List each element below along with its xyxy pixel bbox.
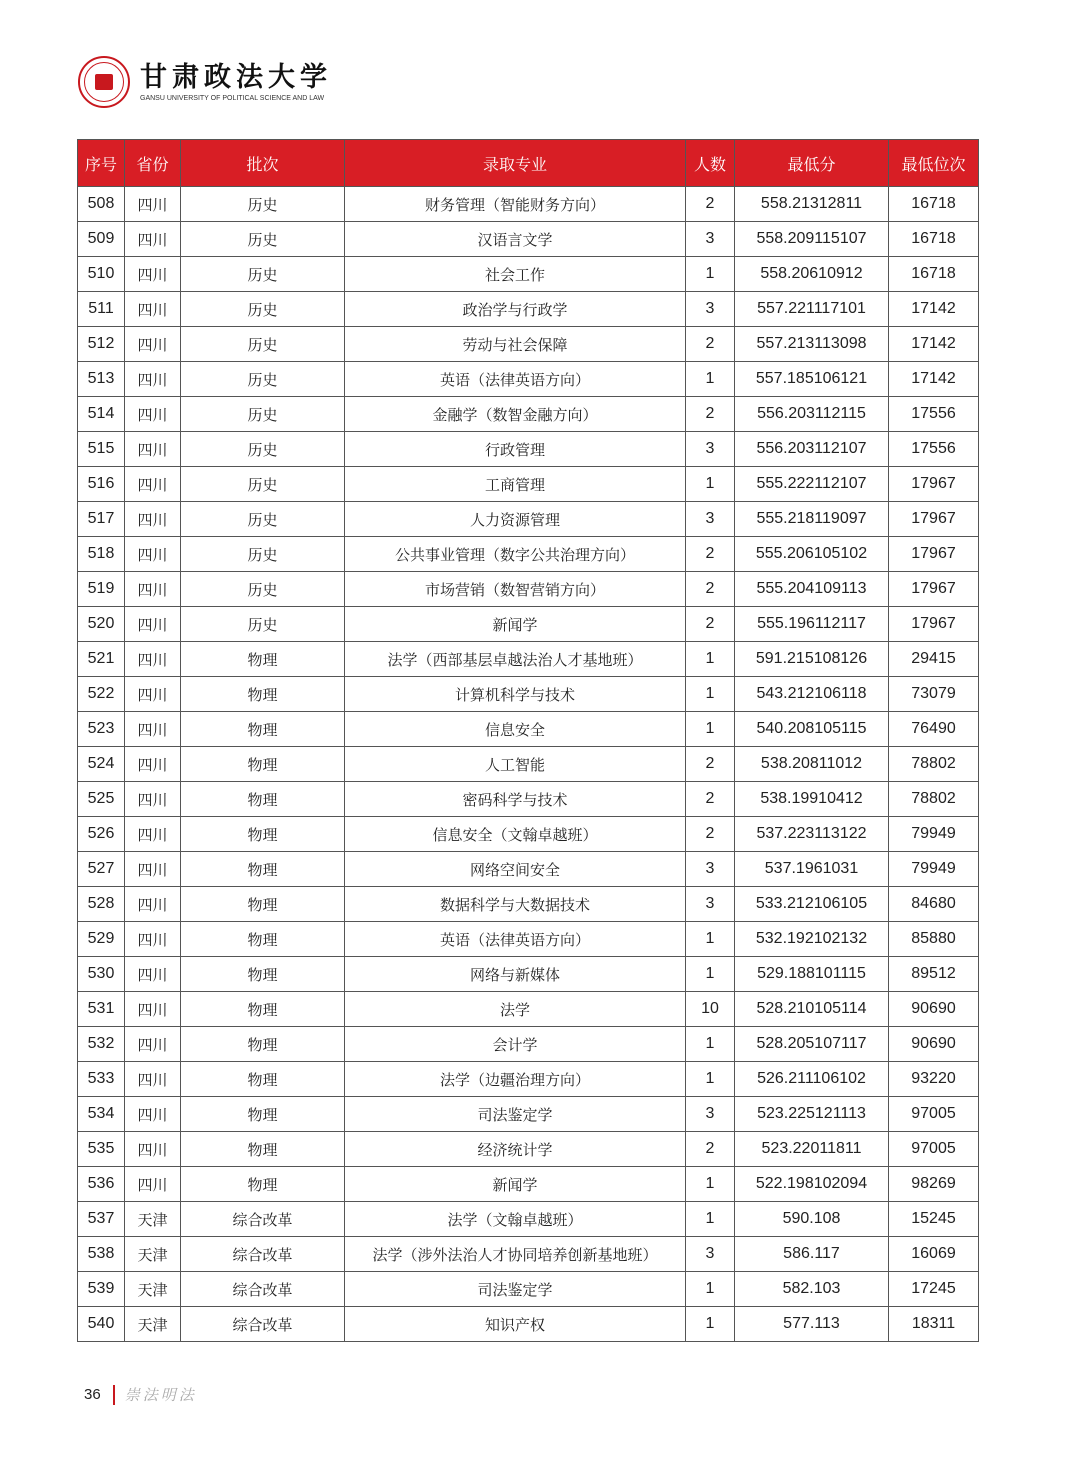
cell-major: 新闻学 <box>345 1167 686 1202</box>
cell-min-rank: 93220 <box>889 1062 979 1097</box>
cell-province: 四川 <box>125 747 181 782</box>
cell-index: 508 <box>78 187 125 222</box>
cell-province: 四川 <box>125 607 181 642</box>
cell-min-rank: 17967 <box>889 537 979 572</box>
cell-major: 人力资源管理 <box>345 502 686 537</box>
table-row <box>78 1237 979 1272</box>
table-row <box>78 1097 979 1132</box>
cell-count: 2 <box>686 607 735 642</box>
cell-index: 529 <box>78 922 125 957</box>
footer-divider <box>113 1385 115 1405</box>
cell-min-score: 523.22011811 <box>735 1132 889 1167</box>
cell-min-rank: 84680 <box>889 887 979 922</box>
cell-major: 英语（法律英语方向） <box>345 362 686 397</box>
table-row <box>78 1307 979 1342</box>
cell-index: 518 <box>78 537 125 572</box>
cell-batch: 历史 <box>181 607 345 642</box>
cell-province: 四川 <box>125 1027 181 1062</box>
cell-min-score: 528.205107117 <box>735 1027 889 1062</box>
cell-province: 四川 <box>125 327 181 362</box>
cell-batch: 历史 <box>181 292 345 327</box>
cell-major: 劳动与社会保障 <box>345 327 686 362</box>
cell-count: 1 <box>686 1062 735 1097</box>
cell-count: 1 <box>686 257 735 292</box>
table-row <box>78 922 979 957</box>
cell-index: 523 <box>78 712 125 747</box>
cell-min-score: 586.117 <box>735 1237 889 1272</box>
cell-province: 四川 <box>125 817 181 852</box>
cell-major: 会计学 <box>345 1027 686 1062</box>
cell-major: 财务管理（智能财务方向） <box>345 187 686 222</box>
cell-major: 英语（法律英语方向） <box>345 922 686 957</box>
cell-index: 525 <box>78 782 125 817</box>
cell-index: 530 <box>78 957 125 992</box>
cell-min-score: 557.221117101 <box>735 292 889 327</box>
cell-province: 四川 <box>125 572 181 607</box>
table-row <box>78 607 979 642</box>
cell-major: 法学（边疆治理方向） <box>345 1062 686 1097</box>
cell-major: 法学（文翰卓越班） <box>345 1202 686 1237</box>
cell-count: 2 <box>686 817 735 852</box>
cell-province: 四川 <box>125 257 181 292</box>
table-row <box>78 1202 979 1237</box>
cell-count: 3 <box>686 852 735 887</box>
cell-index: 528 <box>78 887 125 922</box>
cell-major: 社会工作 <box>345 257 686 292</box>
table-row <box>78 1272 979 1307</box>
cell-province: 四川 <box>125 1132 181 1167</box>
table-body <box>78 187 979 1342</box>
cell-batch: 物理 <box>181 852 345 887</box>
university-seal-icon <box>78 56 130 108</box>
cell-index: 539 <box>78 1272 125 1307</box>
cell-min-rank: 16718 <box>889 222 979 257</box>
cell-count: 2 <box>686 747 735 782</box>
cell-province: 四川 <box>125 467 181 502</box>
cell-count: 3 <box>686 502 735 537</box>
cell-min-score: 523.225121113 <box>735 1097 889 1132</box>
table-row <box>78 1167 979 1202</box>
cell-index: 532 <box>78 1027 125 1062</box>
cell-index: 517 <box>78 502 125 537</box>
cell-count: 2 <box>686 327 735 362</box>
cell-min-rank: 17142 <box>889 292 979 327</box>
column-header-min-rank: 最低位次 <box>889 140 979 187</box>
table-row <box>78 222 979 257</box>
column-header-batch: 批次 <box>181 140 345 187</box>
table-row <box>78 1132 979 1167</box>
cell-count: 1 <box>686 677 735 712</box>
table-row <box>78 677 979 712</box>
cell-min-score: 591.215108126 <box>735 642 889 677</box>
table-row <box>78 572 979 607</box>
cell-major: 汉语言文学 <box>345 222 686 257</box>
cell-count: 3 <box>686 292 735 327</box>
cell-count: 1 <box>686 362 735 397</box>
cell-count: 2 <box>686 782 735 817</box>
cell-index: 531 <box>78 992 125 1027</box>
column-header-min-score: 最低分 <box>735 140 889 187</box>
cell-batch: 历史 <box>181 222 345 257</box>
cell-province: 四川 <box>125 1062 181 1097</box>
cell-min-score: 533.212106105 <box>735 887 889 922</box>
cell-batch: 历史 <box>181 572 345 607</box>
cell-min-rank: 78802 <box>889 747 979 782</box>
cell-min-score: 529.188101115 <box>735 957 889 992</box>
cell-province: 天津 <box>125 1272 181 1307</box>
cell-major: 法学 <box>345 992 686 1027</box>
cell-batch: 物理 <box>181 887 345 922</box>
cell-major: 经济统计学 <box>345 1132 686 1167</box>
cell-min-score: 555.204109113 <box>735 572 889 607</box>
cell-min-score: 582.103 <box>735 1272 889 1307</box>
cell-min-score: 577.113 <box>735 1307 889 1342</box>
cell-index: 540 <box>78 1307 125 1342</box>
cell-min-rank: 76490 <box>889 712 979 747</box>
cell-province: 四川 <box>125 537 181 572</box>
cell-batch: 物理 <box>181 957 345 992</box>
cell-province: 四川 <box>125 502 181 537</box>
cell-major: 计算机科学与技术 <box>345 677 686 712</box>
cell-min-score: 555.196112117 <box>735 607 889 642</box>
cell-batch: 物理 <box>181 1062 345 1097</box>
cell-count: 1 <box>686 957 735 992</box>
cell-min-score: 528.210105114 <box>735 992 889 1027</box>
cell-index: 510 <box>78 257 125 292</box>
cell-min-rank: 16718 <box>889 257 979 292</box>
cell-count: 1 <box>686 1307 735 1342</box>
cell-major: 司法鉴定学 <box>345 1272 686 1307</box>
cell-batch: 物理 <box>181 782 345 817</box>
table-row <box>78 712 979 747</box>
cell-min-rank: 18311 <box>889 1307 979 1342</box>
cell-count: 3 <box>686 1097 735 1132</box>
cell-min-score: 558.21312811 <box>735 187 889 222</box>
cell-index: 514 <box>78 397 125 432</box>
cell-major: 知识产权 <box>345 1307 686 1342</box>
cell-count: 1 <box>686 467 735 502</box>
table-row <box>78 362 979 397</box>
cell-min-score: 537.1961031 <box>735 852 889 887</box>
cell-batch: 综合改革 <box>181 1237 345 1272</box>
cell-min-rank: 79949 <box>889 852 979 887</box>
cell-major: 公共事业管理（数字公共治理方向） <box>345 537 686 572</box>
cell-batch: 物理 <box>181 677 345 712</box>
cell-min-rank: 16718 <box>889 187 979 222</box>
cell-min-rank: 78802 <box>889 782 979 817</box>
cell-province: 四川 <box>125 957 181 992</box>
cell-major: 司法鉴定学 <box>345 1097 686 1132</box>
cell-batch: 物理 <box>181 1027 345 1062</box>
cell-province: 天津 <box>125 1237 181 1272</box>
cell-min-rank: 17556 <box>889 432 979 467</box>
cell-min-score: 557.213113098 <box>735 327 889 362</box>
cell-index: 509 <box>78 222 125 257</box>
cell-min-rank: 17967 <box>889 467 979 502</box>
cell-min-rank: 17245 <box>889 1272 979 1307</box>
table-row <box>78 1062 979 1097</box>
cell-batch: 历史 <box>181 187 345 222</box>
cell-index: 515 <box>78 432 125 467</box>
table-row <box>78 502 979 537</box>
cell-index: 537 <box>78 1202 125 1237</box>
cell-count: 3 <box>686 222 735 257</box>
cell-index: 516 <box>78 467 125 502</box>
cell-batch: 历史 <box>181 467 345 502</box>
table-row <box>78 292 979 327</box>
table-row <box>78 957 979 992</box>
cell-batch: 历史 <box>181 432 345 467</box>
cell-min-rank: 15245 <box>889 1202 979 1237</box>
cell-min-score: 526.211106102 <box>735 1062 889 1097</box>
table-row <box>78 257 979 292</box>
cell-min-rank: 17142 <box>889 362 979 397</box>
cell-count: 1 <box>686 1202 735 1237</box>
cell-min-score: 537.223113122 <box>735 817 889 852</box>
cell-province: 四川 <box>125 712 181 747</box>
cell-min-score: 558.209115107 <box>735 222 889 257</box>
cell-min-score: 540.208105115 <box>735 712 889 747</box>
cell-major: 数据科学与大数据技术 <box>345 887 686 922</box>
cell-min-score: 543.212106118 <box>735 677 889 712</box>
cell-count: 1 <box>686 1027 735 1062</box>
cell-batch: 历史 <box>181 502 345 537</box>
cell-min-score: 556.203112107 <box>735 432 889 467</box>
cell-major: 政治学与行政学 <box>345 292 686 327</box>
cell-count: 2 <box>686 187 735 222</box>
cell-province: 四川 <box>125 642 181 677</box>
cell-count: 3 <box>686 1237 735 1272</box>
table-row <box>78 782 979 817</box>
table-row <box>78 642 979 677</box>
university-name-en: GANSU UNIVERSITY OF POLITICAL SCIENCE AND LAW <box>140 94 325 102</box>
cell-major: 密码科学与技术 <box>345 782 686 817</box>
cell-major: 工商管理 <box>345 467 686 502</box>
cell-major: 法学（西部基层卓越法治人才基地班） <box>345 642 686 677</box>
cell-count: 1 <box>686 1272 735 1307</box>
cell-batch: 物理 <box>181 992 345 1027</box>
cell-count: 2 <box>686 572 735 607</box>
cell-min-rank: 98269 <box>889 1167 979 1202</box>
cell-major: 新闻学 <box>345 607 686 642</box>
cell-count: 2 <box>686 397 735 432</box>
cell-province: 四川 <box>125 397 181 432</box>
cell-province: 四川 <box>125 1097 181 1132</box>
cell-index: 526 <box>78 817 125 852</box>
cell-major: 信息安全 <box>345 712 686 747</box>
cell-min-rank: 73079 <box>889 677 979 712</box>
column-header-province: 省份 <box>125 140 181 187</box>
cell-batch: 物理 <box>181 922 345 957</box>
cell-count: 1 <box>686 712 735 747</box>
cell-batch: 历史 <box>181 397 345 432</box>
cell-min-rank: 17142 <box>889 327 979 362</box>
table-row <box>78 467 979 502</box>
cell-province: 四川 <box>125 187 181 222</box>
cell-min-rank: 90690 <box>889 1027 979 1062</box>
cell-min-rank: 79949 <box>889 817 979 852</box>
cell-count: 10 <box>686 992 735 1027</box>
university-brand <box>140 63 332 102</box>
table-row <box>78 992 979 1027</box>
cell-batch: 物理 <box>181 712 345 747</box>
cell-min-rank: 17556 <box>889 397 979 432</box>
table-row <box>78 747 979 782</box>
table-row <box>78 887 979 922</box>
cell-min-score: 558.20610912 <box>735 257 889 292</box>
cell-min-rank: 97005 <box>889 1132 979 1167</box>
cell-min-rank: 16069 <box>889 1237 979 1272</box>
cell-min-rank: 17967 <box>889 572 979 607</box>
cell-batch: 综合改革 <box>181 1307 345 1342</box>
column-header-count: 人数 <box>686 140 735 187</box>
cell-index: 513 <box>78 362 125 397</box>
cell-province: 四川 <box>125 887 181 922</box>
cell-index: 521 <box>78 642 125 677</box>
table-row <box>78 852 979 887</box>
cell-min-rank: 17967 <box>889 607 979 642</box>
cell-province: 四川 <box>125 292 181 327</box>
cell-index: 522 <box>78 677 125 712</box>
table-row <box>78 1027 979 1062</box>
cell-major: 网络与新媒体 <box>345 957 686 992</box>
cell-batch: 物理 <box>181 642 345 677</box>
cell-count: 1 <box>686 642 735 677</box>
cell-major: 市场营销（数智营销方向） <box>345 572 686 607</box>
cell-min-score: 532.192102132 <box>735 922 889 957</box>
cell-province: 天津 <box>125 1307 181 1342</box>
cell-province: 四川 <box>125 922 181 957</box>
table-row <box>78 817 979 852</box>
cell-index: 538 <box>78 1237 125 1272</box>
cell-batch: 综合改革 <box>181 1202 345 1237</box>
cell-province: 四川 <box>125 432 181 467</box>
cell-index: 535 <box>78 1132 125 1167</box>
cell-batch: 物理 <box>181 1132 345 1167</box>
cell-batch: 历史 <box>181 327 345 362</box>
cell-major: 行政管理 <box>345 432 686 467</box>
cell-min-score: 538.19910412 <box>735 782 889 817</box>
cell-count: 2 <box>686 1132 735 1167</box>
cell-min-score: 555.222112107 <box>735 467 889 502</box>
cell-count: 2 <box>686 537 735 572</box>
cell-index: 519 <box>78 572 125 607</box>
column-header-major: 录取专业 <box>345 140 686 187</box>
cell-count: 3 <box>686 887 735 922</box>
cell-min-rank: 89512 <box>889 957 979 992</box>
cell-province: 天津 <box>125 1202 181 1237</box>
university-name-cn: 甘肃政法大学 <box>140 61 332 93</box>
cell-index: 533 <box>78 1062 125 1097</box>
cell-batch: 物理 <box>181 747 345 782</box>
cell-index: 524 <box>78 747 125 782</box>
cell-batch: 历史 <box>181 362 345 397</box>
university-header <box>78 54 332 110</box>
footer-motto: 崇法明法 <box>124 1386 197 1404</box>
cell-major: 金融学（数智金融方向） <box>345 397 686 432</box>
cell-batch: 物理 <box>181 1097 345 1132</box>
cell-min-rank: 17967 <box>889 502 979 537</box>
cell-min-score: 538.20811012 <box>735 747 889 782</box>
table-header-row <box>78 140 979 187</box>
cell-province: 四川 <box>125 677 181 712</box>
cell-min-score: 522.198102094 <box>735 1167 889 1202</box>
cell-batch: 物理 <box>181 1167 345 1202</box>
admission-table <box>77 139 979 1342</box>
cell-batch: 历史 <box>181 257 345 292</box>
cell-min-score: 590.108 <box>735 1202 889 1237</box>
cell-major: 法学（涉外法治人才协同培养创新基地班） <box>345 1237 686 1272</box>
table-row <box>78 187 979 222</box>
table-row <box>78 432 979 467</box>
cell-province: 四川 <box>125 1167 181 1202</box>
cell-index: 527 <box>78 852 125 887</box>
cell-province: 四川 <box>125 222 181 257</box>
cell-min-score: 555.206105102 <box>735 537 889 572</box>
table-row <box>78 397 979 432</box>
table-row <box>78 327 979 362</box>
cell-index: 536 <box>78 1167 125 1202</box>
cell-major: 信息安全（文翰卓越班） <box>345 817 686 852</box>
page-footer <box>84 1384 197 1405</box>
cell-province: 四川 <box>125 362 181 397</box>
cell-min-rank: 90690 <box>889 992 979 1027</box>
cell-major: 人工智能 <box>345 747 686 782</box>
cell-min-rank: 29415 <box>889 642 979 677</box>
page-number: 36 <box>84 1386 101 1403</box>
cell-index: 511 <box>78 292 125 327</box>
cell-batch: 历史 <box>181 537 345 572</box>
cell-min-score: 556.203112115 <box>735 397 889 432</box>
cell-index: 512 <box>78 327 125 362</box>
cell-min-score: 555.218119097 <box>735 502 889 537</box>
cell-major: 网络空间安全 <box>345 852 686 887</box>
cell-count: 1 <box>686 922 735 957</box>
cell-province: 四川 <box>125 782 181 817</box>
cell-min-rank: 97005 <box>889 1097 979 1132</box>
cell-min-rank: 85880 <box>889 922 979 957</box>
column-header-index: 序号 <box>78 140 125 187</box>
cell-batch: 物理 <box>181 817 345 852</box>
cell-count: 3 <box>686 432 735 467</box>
cell-min-score: 557.185106121 <box>735 362 889 397</box>
cell-batch: 综合改革 <box>181 1272 345 1307</box>
table-row <box>78 537 979 572</box>
cell-index: 520 <box>78 607 125 642</box>
cell-province: 四川 <box>125 852 181 887</box>
cell-count: 1 <box>686 1167 735 1202</box>
cell-index: 534 <box>78 1097 125 1132</box>
cell-province: 四川 <box>125 992 181 1027</box>
